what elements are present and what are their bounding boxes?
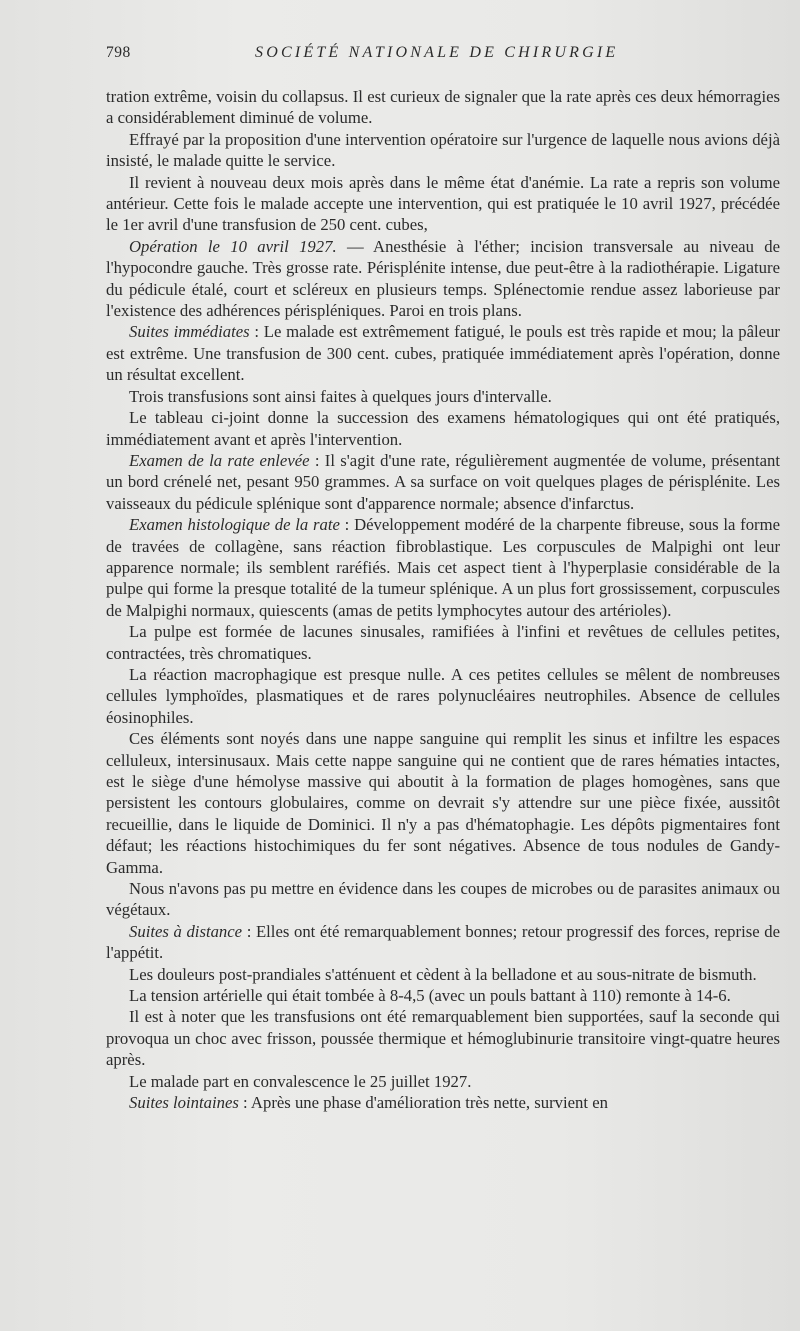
paragraph-text: : Développement modéré de la charpente fibreuse, sous la forme de travées de collagène, sans réaction fibroblastique. Les corpuscules de Malpighi ont leur apparence normale; ils semblent raréfiés. Mais cet aspect tient à l'hyperplasie considérable de la pulpe qui forme la presque totalité de la tumeur splénique. A un plus fort grossissement, corpuscules de Malpighi normaux, quiescents (amas de petits lymphocytes autour des artérioles).: [106, 515, 780, 620]
paragraph: [106, 621, 780, 664]
section-lead: Examen histologique de la rate: [129, 515, 340, 535]
paragraph: [106, 964, 780, 985]
page-number: 798: [106, 44, 131, 61]
paragraph: [106, 728, 780, 878]
section-lead: Opération le 10 avril 1927.: [129, 236, 337, 256]
section-lead: Examen de la rate enlevée: [129, 450, 310, 470]
paragraph-text: Le malade part en convalescence le 25 juillet 1927.: [129, 1071, 472, 1091]
running-head: [0, 44, 800, 66]
paragraph: [106, 664, 780, 728]
paragraph-text: — Anesthésie à l'éther; incision transversale au niveau de l'hypocondre gauche. Très grosse rate. Périsplénite intense, due peut-être à la radiothérapie. Ligature du pédicule étalé, court et scléreux en plusieurs temps. Splénectomie rendue assez laborieuse par l'existence des adhérences périspléniques. Paroi en trois plans.: [106, 236, 780, 321]
paragraph: [106, 1092, 780, 1113]
paragraph-text: Effrayé par la proposition d'une intervention opératoire sur l'urgence de laquelle nous avions déjà insisté, le malade quitte le service.: [106, 129, 780, 171]
paragraph-text: : Il s'agit d'une rate, régulièrement augmentée de volume, présentant un bord crénelé net, pesant 950 grammes. A sa surface on voit quelques plages de périsplénite. Les vaisseaux du pédicule splénique sont d'apparence normale; absence d'infarctus.: [106, 450, 780, 513]
paragraph-text: Trois transfusions sont ainsi faites à quelques jours d'intervalle.: [129, 386, 552, 406]
paragraph: [106, 236, 780, 322]
paragraph: [106, 172, 780, 236]
paragraph: [106, 321, 780, 385]
paragraph: [106, 129, 780, 172]
section-lead: Suites à distance: [129, 921, 243, 941]
paragraph-text: : Le malade est extrêmement fatigué, le pouls est très rapide et mou; la pâleur est extrême. Une transfusion de 300 cent. cubes, pratiquée immédiatement après l'opération, donne un résultat excellent.: [106, 322, 780, 385]
paragraph-text: Il est à noter que les transfusions ont été remarquablement bien supportées, sauf la seconde qui provoqua un choc avec frisson, poussée thermique et hémoglubinurie transitoire vingt-quatre heures après.: [106, 1007, 780, 1070]
article-body: [106, 86, 780, 1114]
paragraph: [106, 921, 780, 964]
section-lead: Suites immédiates: [129, 322, 250, 342]
paragraph: [106, 1071, 780, 1092]
paragraph-text: : Elles ont été remarquablement bonnes; retour progressif des forces, reprise de l'appétit.: [106, 921, 780, 963]
paragraph-text: La réaction macrophagique est presque nulle. A ces petites cellules se mêlent de nombreuses cellules lymphoïdes, plasmatiques et de rares polynucléaires neutrophiles. Absence de cellules éosinophiles.: [106, 664, 780, 727]
paragraph: [106, 878, 780, 921]
paragraph: [106, 985, 780, 1006]
paragraph: [106, 1006, 780, 1070]
paragraph: [106, 386, 780, 407]
paragraph-text: Il revient à nouveau deux mois après dans le même état d'anémie. La rate a repris son volume antérieur. Cette fois le malade accepte une intervention, qui est pratiquée le 10 avril 1927, précédée le 1er avril d'une transfusion de 250 cent. cubes,: [106, 172, 780, 235]
paragraph: [106, 86, 780, 129]
paragraph: [106, 450, 780, 514]
paragraph-text: Le tableau ci-joint donne la succession des examens hématologiques qui ont été pratiqués, immédiatement avant et après l'intervention.: [106, 408, 780, 449]
section-lead: Suites lointaines: [129, 1093, 239, 1113]
paragraph-text: Nous n'avons pas pu mettre en évidence dans les coupes de microbes ou de parasites animaux ou végétaux.: [106, 879, 780, 920]
paragraph: [106, 514, 780, 621]
journal-title: SOCIÉTÉ NATIONALE DE CHIRURGIE: [255, 44, 619, 61]
paragraph-text: Ces éléments sont noyés dans une nappe sanguine qui remplit les sinus et infiltre les espaces celluleux, intersinusaux. Mais cette nappe sanguine qui ne contient que de rares hématies intactes, est le siège d'une hémolyse massive qui aboutit à la formation de plages homogènes, sans que persistent les contours globulaires, comme on devrait s'y attendre sur une pièce fixée, aussitôt recueillie, dans le liquide de Dominici. Il n'y a pas d'hématophagie. Les dépôts pigmentaires font défaut; les réactions histochimiques du fer sont négatives. Absence de tous nodules de Gandy-Gamma.: [106, 729, 780, 877]
paragraph-text: La tension artérielle qui était tombée à 8-4,5 (avec un pouls battant à 110) remonte à 14-6.: [129, 986, 731, 1006]
paragraph-text: Les douleurs post-prandiales s'atténuent et cèdent à la belladone et au sous-nitrate de bismuth.: [129, 964, 757, 984]
paragraph-text: : Après une phase d'amélioration très nette, survient en: [238, 1093, 608, 1113]
paragraph-text: tration extrême, voisin du collapsus. Il est curieux de signaler que la rate après ces deux hémorragies a considérablement diminué de volume.: [106, 87, 780, 128]
paragraph-text: La pulpe est formée de lacunes sinusales, ramifiées à l'infini et revêtues de cellules petites, contractées, très chromatiques.: [106, 622, 780, 663]
paragraph: [106, 407, 780, 450]
